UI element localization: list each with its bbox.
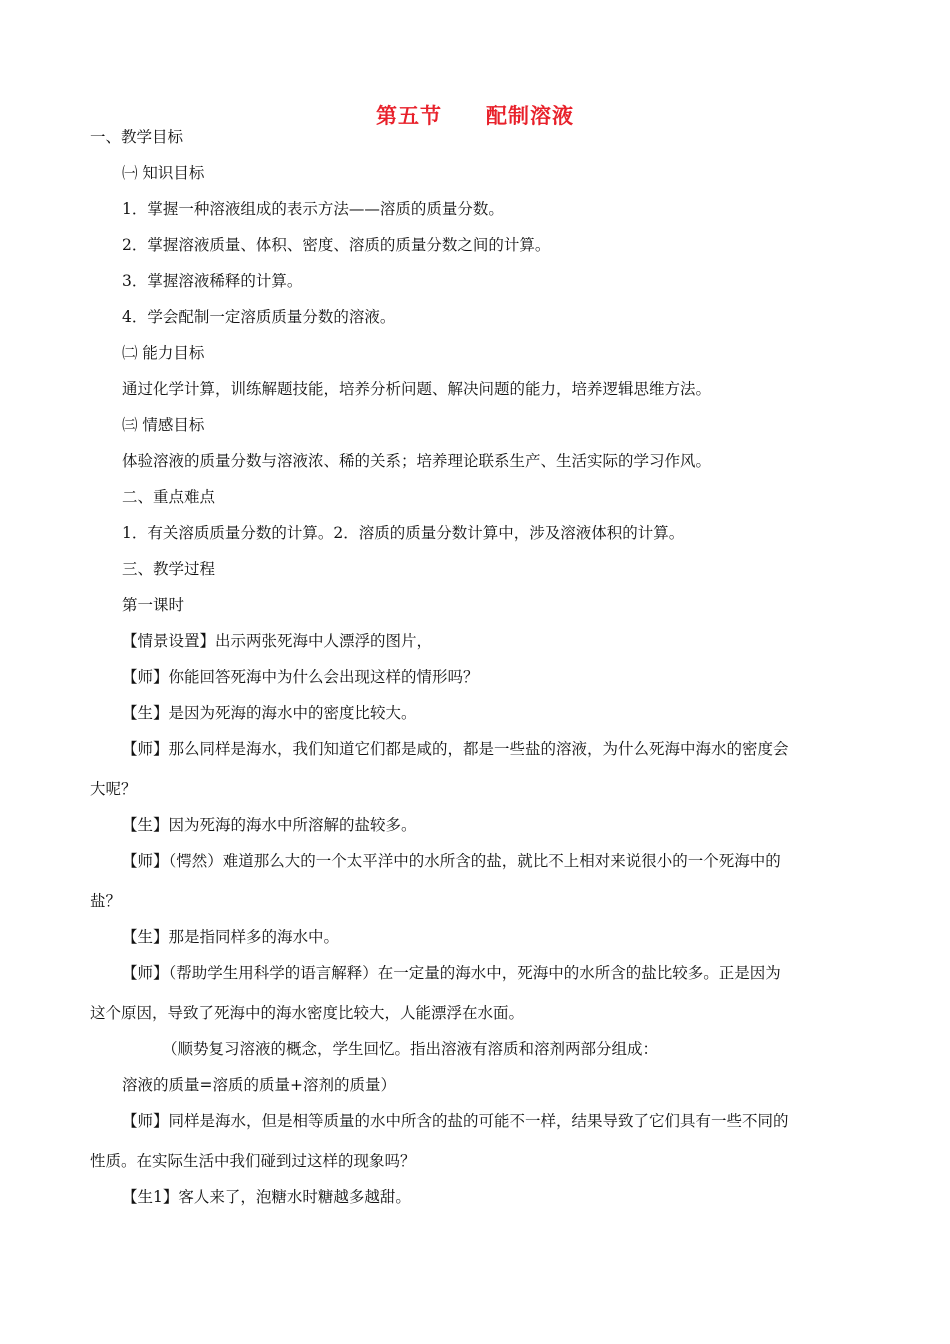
subsection-heading: ㈢ 情感目标 <box>122 416 205 434</box>
note-line: （顺势复习溶液的概念，学生回忆。指出溶液有溶质和溶剂两部分组成： <box>162 1040 659 1058</box>
dialogue-continuation: 这个原因，导致了死海中的海水密度比较大，人能漂浮在水面。 <box>90 1004 525 1022</box>
lesson-label: 第一课时 <box>122 596 185 614</box>
list-item: 4．学会配制一定溶质质量分数的溶液。 <box>122 308 396 326</box>
dialogue-line: 【师】（愕然）难道那么大的一个太平洋中的水所含的盐，就比不上相对来说很小的一个死海中的 <box>122 852 781 870</box>
list-item: 1．掌握一种溶液组成的表示方法——溶质的质量分数。 <box>122 200 504 218</box>
paragraph: 1．有关溶质质量分数的计算。2．溶质的质量分数计算中，涉及溶液体积的计算。 <box>122 524 685 542</box>
dialogue-continuation: 性质。在实际生活中我们碰到过这样的现象吗？ <box>90 1152 416 1170</box>
subsection-heading: ㈡ 能力目标 <box>122 344 205 362</box>
formula-line: 溶液的质量=溶质的质量+溶剂的质量） <box>122 1076 396 1094</box>
dialogue-line: 【生】因为死海的海水中所溶解的盐较多。 <box>122 816 417 834</box>
section-heading: 一、教学目标 <box>90 128 184 146</box>
paragraph: 通过化学计算，训练解题技能，培养分析问题、解决问题的能力，培养逻辑思维方法。 <box>122 380 712 398</box>
list-item: 3．掌握溶液稀释的计算。 <box>122 272 303 290</box>
section-heading: 二、重点难点 <box>122 488 216 506</box>
dialogue-line: 【生1】客人来了，泡糖水时糖越多越甜。 <box>122 1188 411 1206</box>
dialogue-line: 【生】那是指同样多的海水中。 <box>122 928 340 946</box>
subsection-heading: ㈠ 知识目标 <box>122 164 205 182</box>
page-title <box>0 100 950 130</box>
dialogue-line: 【情景设置】出示两张死海中人漂浮的图片， <box>122 632 433 650</box>
dialogue-line: 【生】是因为死海的海水中的密度比较大。 <box>122 704 417 722</box>
section-heading: 三、教学过程 <box>122 560 216 578</box>
dialogue-line: 【师】同样是海水，但是相等质量的水中所含的盐的可能不一样，结果导致了它们具有一些不同的 <box>122 1112 789 1130</box>
dialogue-continuation: 大呢？ <box>90 780 137 798</box>
list-item: 2．掌握溶液质量、体积、密度、溶质的质量分数之间的计算。 <box>122 236 551 254</box>
dialogue-line: 【师】你能回答死海中为什么会出现这样的情形吗？ <box>122 668 479 686</box>
dialogue-line: 【师】（帮助学生用科学的语言解释）在一定量的海水中，死海中的水所含的盐比较多。正是因为 <box>122 964 781 982</box>
paragraph: 体验溶液的质量分数与溶液浓、稀的关系；培养理论联系生产、生活实际的学习作风。 <box>122 452 712 470</box>
dialogue-line: 【师】那么同样是海水，我们知道它们都是咸的，都是一些盐的溶液，为什么死海中海水的密度会 <box>122 740 789 758</box>
page-title-text: 第五节 配制溶液 <box>376 103 574 128</box>
dialogue-continuation: 盐？ <box>90 892 122 910</box>
